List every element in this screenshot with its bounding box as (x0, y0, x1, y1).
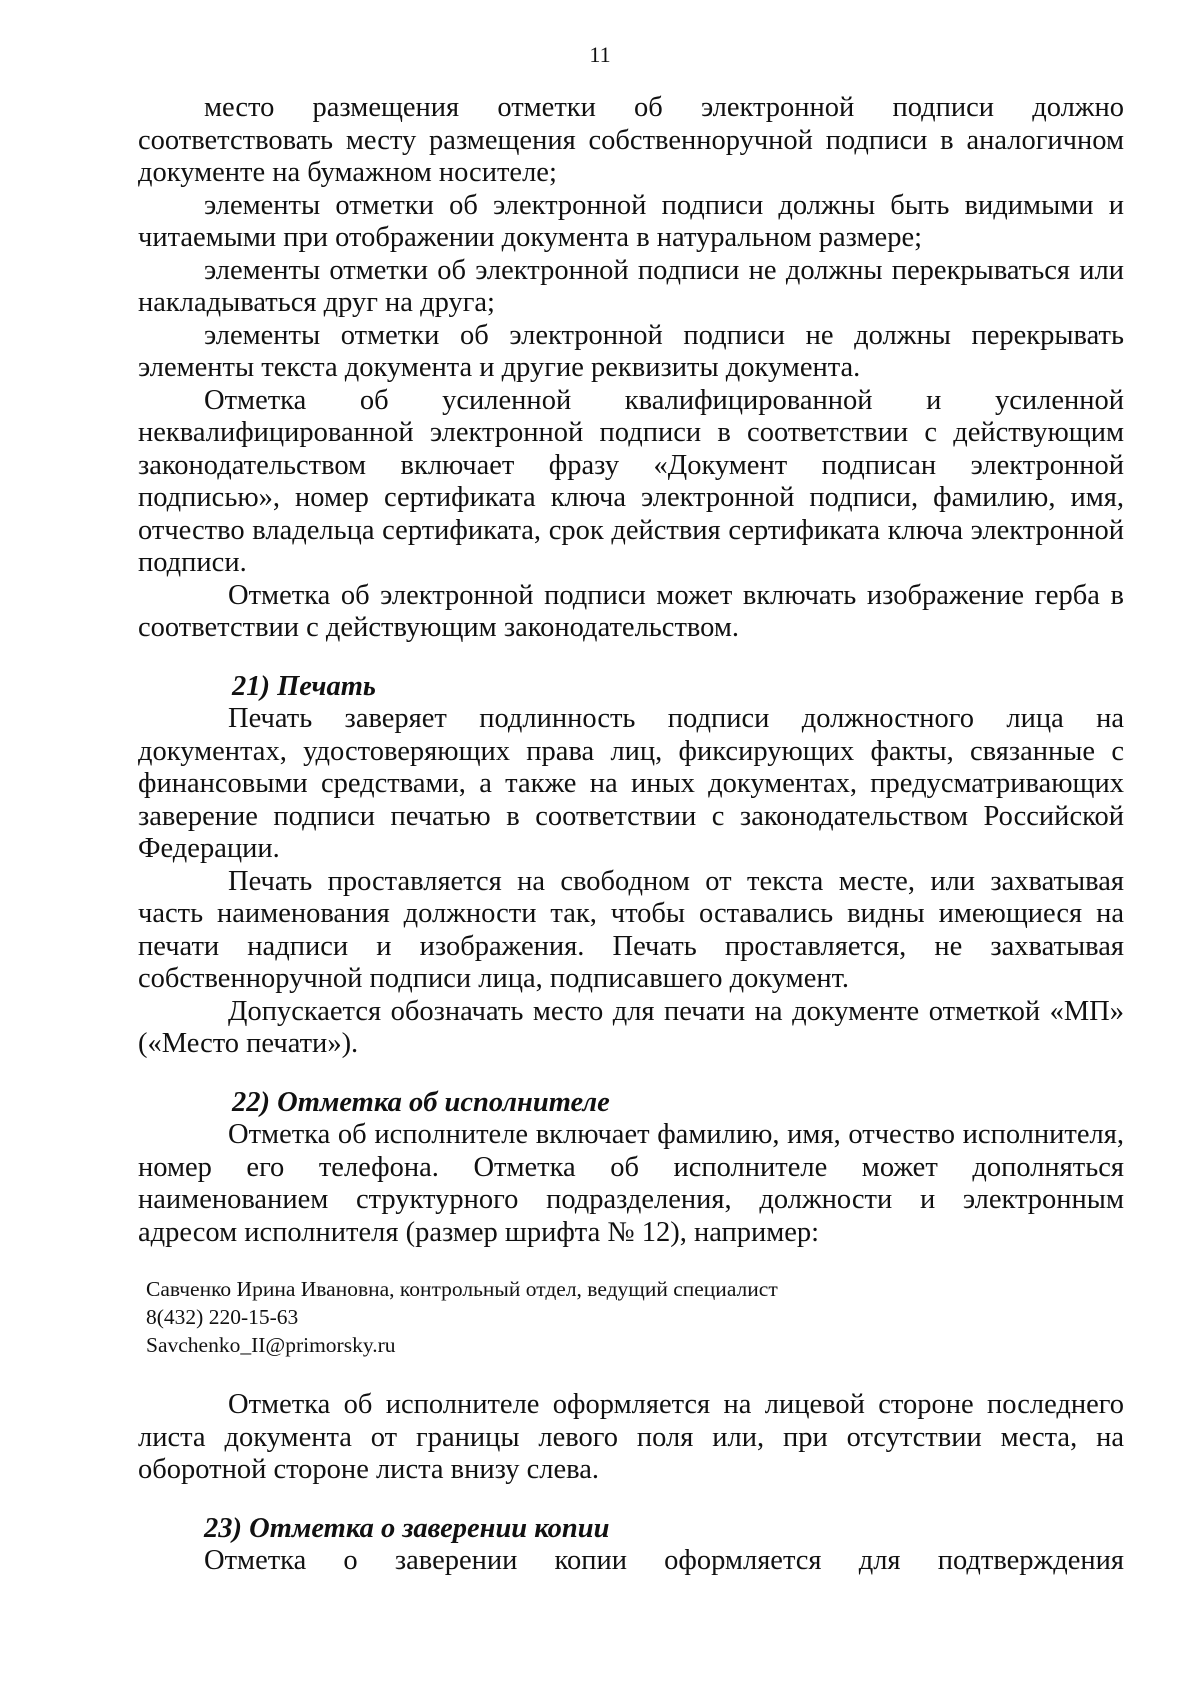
example-name-line: Савченко Ирина Ивановна, контрольный отдел, ведущий специалист (146, 1277, 778, 1301)
example-phone-line: 8(432) 220-15-63 (146, 1305, 299, 1329)
page-number: 11 (589, 42, 611, 67)
paragraph: Отметка об исполнителе включает фамилию, имя, отчество исполнителя, номер его телефона. Отметка об исполнителе может дополняться наименованием структурного подразделения, должности и электронным адресом исполнителя (размер шрифта № 12), например: (138, 1119, 1124, 1248)
executor-example (146, 1275, 1124, 1359)
paragraph: Отметка о заверении копии оформляется для подтверждения (204, 1545, 1124, 1576)
document-body (138, 92, 1124, 1578)
paragraph: элементы отметки об электронной подписи должны быть видимыми и читаемыми при отображении документа в натуральном размере; (138, 189, 1124, 253)
section-heading-23: 23) Отметка о заверении копии (204, 1512, 610, 1544)
section-heading-21: 21) Печать (232, 670, 376, 702)
paragraph: Печать проставляется на свободном от текста месте, или захватывая часть наименования должности так, чтобы оставались видны имеющиеся на печати надписи и изображения. Печать проставляется, не захватывая собственноручной подписи лица, подписавшего документ. (138, 865, 1124, 994)
paragraph: Отметка об исполнителе оформляется на лицевой стороне последнего листа документа от границы левого поля или, при отсутствии места, на оборотной стороне листа внизу слева. (138, 1389, 1124, 1485)
paragraph: Допускается обозначать место для печати на документе отметкой «МП» («Место печати»). (138, 995, 1124, 1059)
example-email-line: Savchenko_II@primorsky.ru (146, 1333, 396, 1357)
paragraph: место размещения отметки об электронной подписи должно соответствовать месту размещения собственноручной подписи в аналогичном документе на бумажном носителе; (138, 92, 1124, 188)
paragraph: элементы отметки об электронной подписи не должны перекрываться или накладываться друг на друга; (138, 254, 1124, 318)
section-heading-22: 22) Отметка об исполнителе (232, 1086, 610, 1118)
paragraph: элементы отметки об электронной подписи не должны перекрывать элементы текста документа и другие реквизиты документа. (138, 319, 1124, 383)
paragraph: Отметка об усиленной квалифицированной и усиленной неквалифицированной электронной подписи в соответствии с действующим законодательством включает фразу «Документ подписан электронной подписью», номер сертификата ключа электронной подписи, фамилию, имя, отчество владельца сертификата, срок действия сертификата ключа электронной подписи. (138, 384, 1124, 578)
paragraph: Печать заверяет подлинность подписи должностного лица на документах, удостоверяющих права лиц, фиксирующих факты, связанные с финансовыми средствами, а также на иных документах, предусматривающих заверение подписи печатью в соответствии с законодательством Российской Федерации. (138, 703, 1124, 864)
paragraph: Отметка об электронной подписи может включать изображение герба в соответствии с действующим законодательством. (138, 579, 1124, 643)
